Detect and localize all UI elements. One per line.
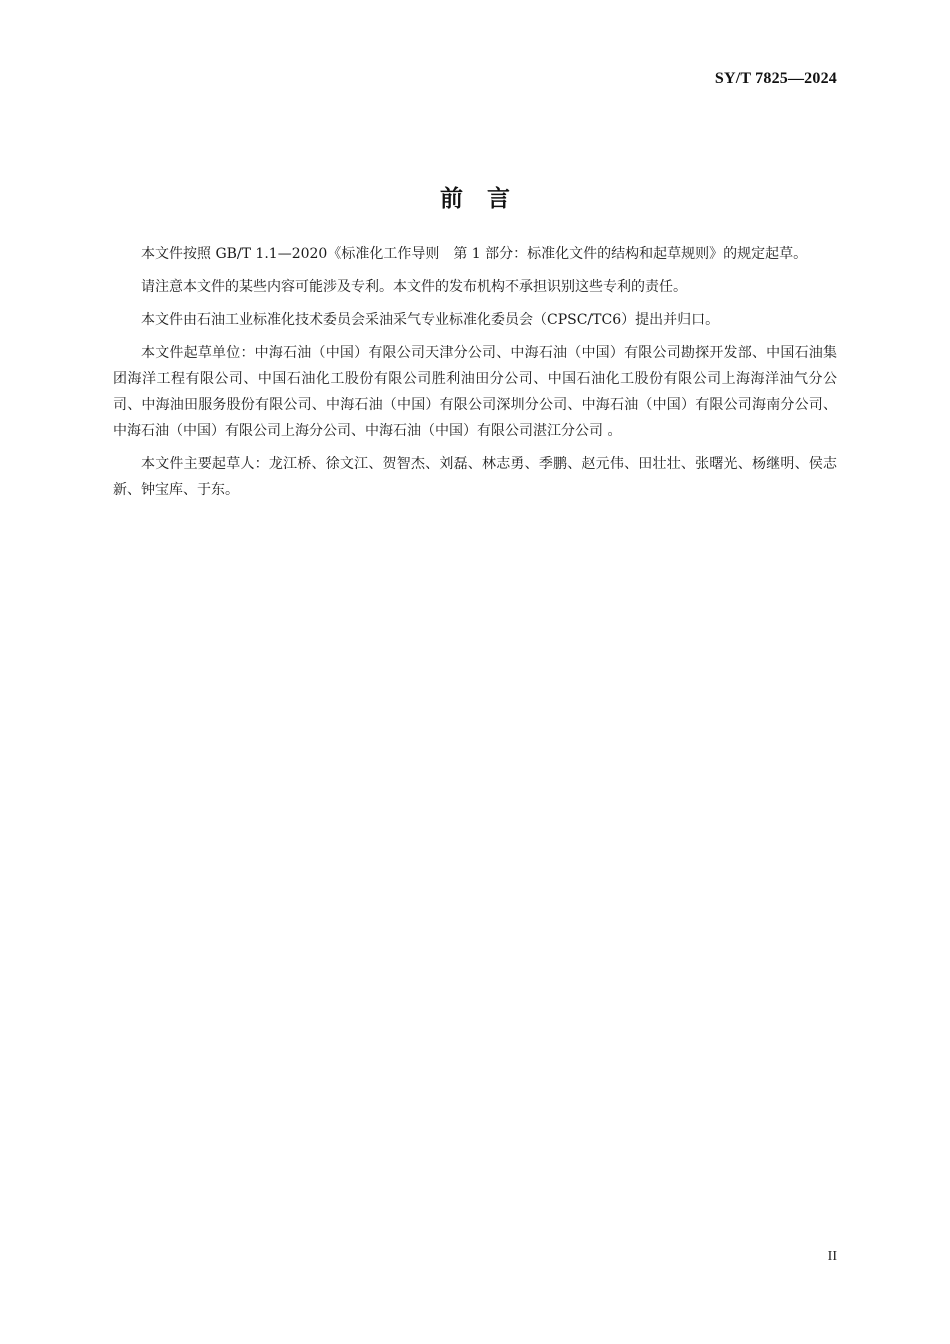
foreword-body: [113, 241, 837, 510]
page-number: II: [827, 1249, 837, 1264]
page-title-part1: 前: [440, 186, 463, 212]
paragraph-drafting-units: 本文件起草单位：中海石油（中国）有限公司天津分公司、中海石油（中国）有限公司勘探开发部、中国石油集团海洋工程有限公司、中国石油化工股份有限公司胜利油田分公司、中国石油化工股份有限公司上海海洋油气分公司、中海油田服务股份有限公司、中海石油（中国）有限公司深圳分公司、中海石油（中国）有限公司海南分公司、中海石油（中国）有限公司上海分公司、中海石油（中国）有限公司湛江分公司 。: [113, 345, 837, 439]
page-title: [0, 180, 950, 213]
paragraph-proposer: 本文件由石油工业标准化技术委员会采油采气专业标准化委员会（CPSC/TC6）提出并归口。: [141, 312, 720, 328]
page-title-part2: 言: [487, 186, 510, 212]
paragraph-drafters: 本文件主要起草人：龙江桥、徐文江、贺智杰、刘磊、林志勇、季鹏、赵元伟、田壮壮、张曙光、杨继明、侯志新、钟宝库、于东。: [113, 456, 837, 498]
standard-code: SY/T 7825—2024: [714, 70, 837, 87]
paragraph-patent-notice: 请注意本文件的某些内容可能涉及专利。本文件的发布机构不承担识别这些专利的责任。: [141, 279, 687, 295]
paragraph-drafting-rules: 本文件按照 GB/T 1.1—2020《标准化工作导则 第 1 部分：标准化文件的结构和起草规则》的规定起草。: [141, 246, 808, 262]
